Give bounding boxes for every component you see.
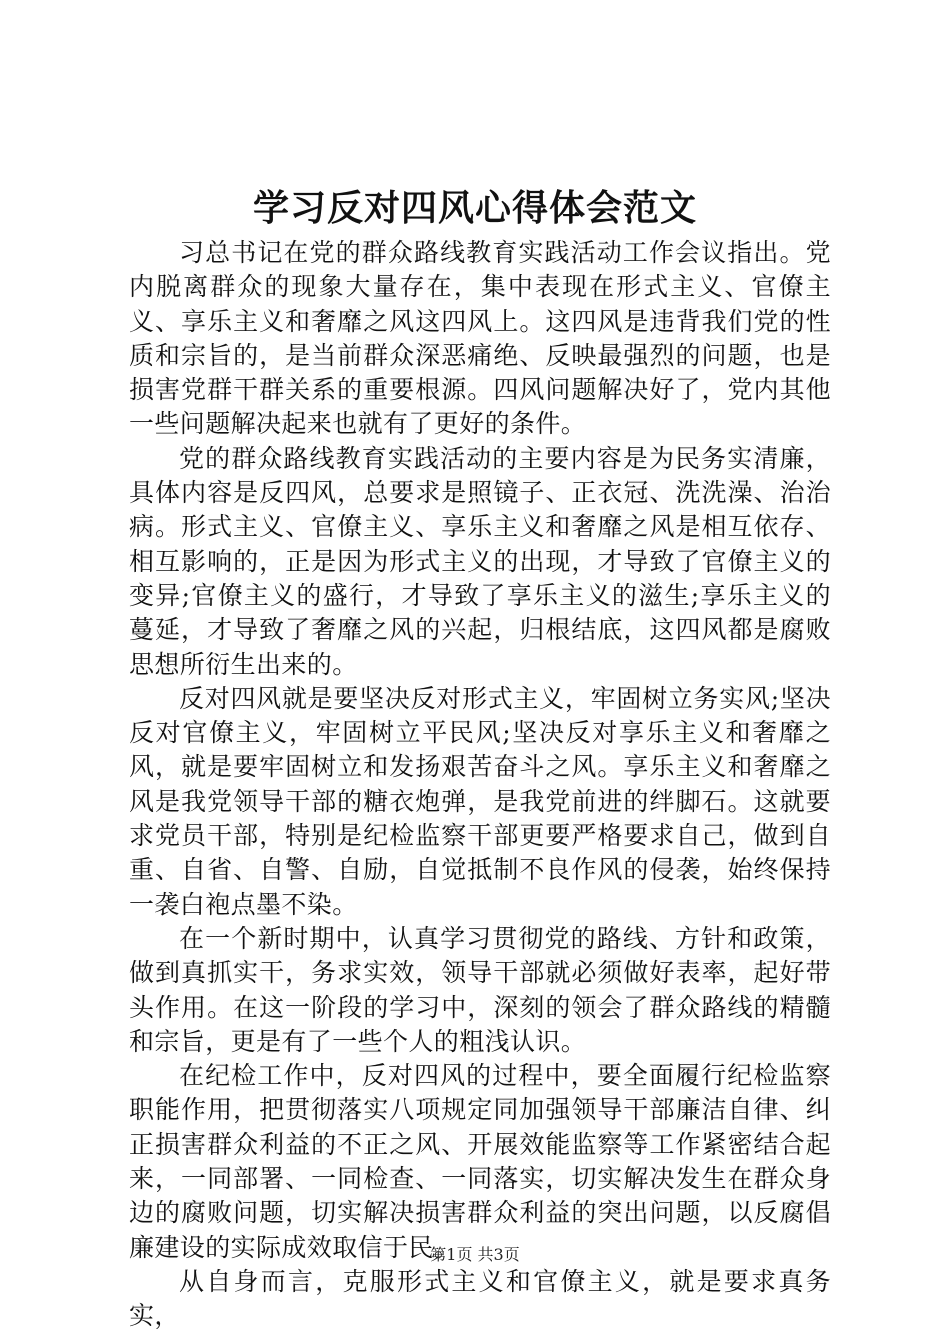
paragraph: 反对四风就是要坚决反对形式主义，牢固树立务实风;坚决反对官僚主义，牢固树立平民风;坚决反对享乐主义和奢靡之风，就是要牢固树立和发扬艰苦奋斗之风。享乐主义和奢靡之风是我党领导干部的糖衣炮弹，是我党前进的绊脚石。这就要求党员干部，特别是纪检监察干部更要严格要求自己，做到自重、自省、自警、自励，自觉抵制不良作风的侵袭，始终保持一袭白袍点墨不染。 (129, 683, 831, 919)
document-title: 学习反对四风心得体会范文 (252, 187, 697, 229)
paragraph: 在一个新时期中，认真学习贯彻党的路线、方针和政策，做到真抓实干，务求实效，领导干部就必须做好表率，起好带头作用。在这一阶段的学习中，深刻的领会了群众路线的精髓和宗旨，更是有了一些个人的粗浅认识。 (129, 923, 831, 1056)
paragraph: 从自身而言，克服形式主义和官僚主义，就是要求真务实， (129, 1266, 831, 1331)
document-body (129, 236, 831, 1334)
paragraph: 习总书记在党的群众路线教育实践活动工作会议指出。党内脱离群众的现象大量存在，集中表现在形式主义、官僚主义、享乐主义和奢靡之风这四风上。这四风是违背我们党的性质和宗旨的，是当前群众深恶痛绝、反映最强烈的问题，也是损害党群干群关系的重要根源。四风问题解决好了，党内其他一些问题解决起来也就有了更好的条件。 (129, 238, 831, 439)
page-number-footer: 第1页 共3页 (430, 1245, 520, 1264)
paragraph: 党的群众路线教育实践活动的主要内容是为民务实清廉，具体内容是反四风，总要求是照镜子、正衣冠、洗洗澡、治治病。形式主义、官僚主义、享乐主义和奢靡之风是相互依存、相互影响的，正是因为形式主义的出现，才导致了官僚主义的变异;官僚主义的盛行，才导致了享乐主义的滋生;享乐主义的蔓延，才导致了奢靡之风的兴起，归根结底，这四风都是腐败思想所衍生出来的。 (129, 443, 831, 679)
paragraph: 在纪检工作中，反对四风的过程中，要全面履行纪检监察职能作用，把贯彻落实八项规定同加强领导干部廉洁自律、纠正损害群众利益的不正之风、开展效能监察等工作紧密结合起来，一同部署、一同检查、一同落实，切实解决发生在群众身边的腐败问题，切实解决损害群众利益的突出问题，以反腐倡廉建设的实际成效取信于民。 (129, 1061, 831, 1262)
